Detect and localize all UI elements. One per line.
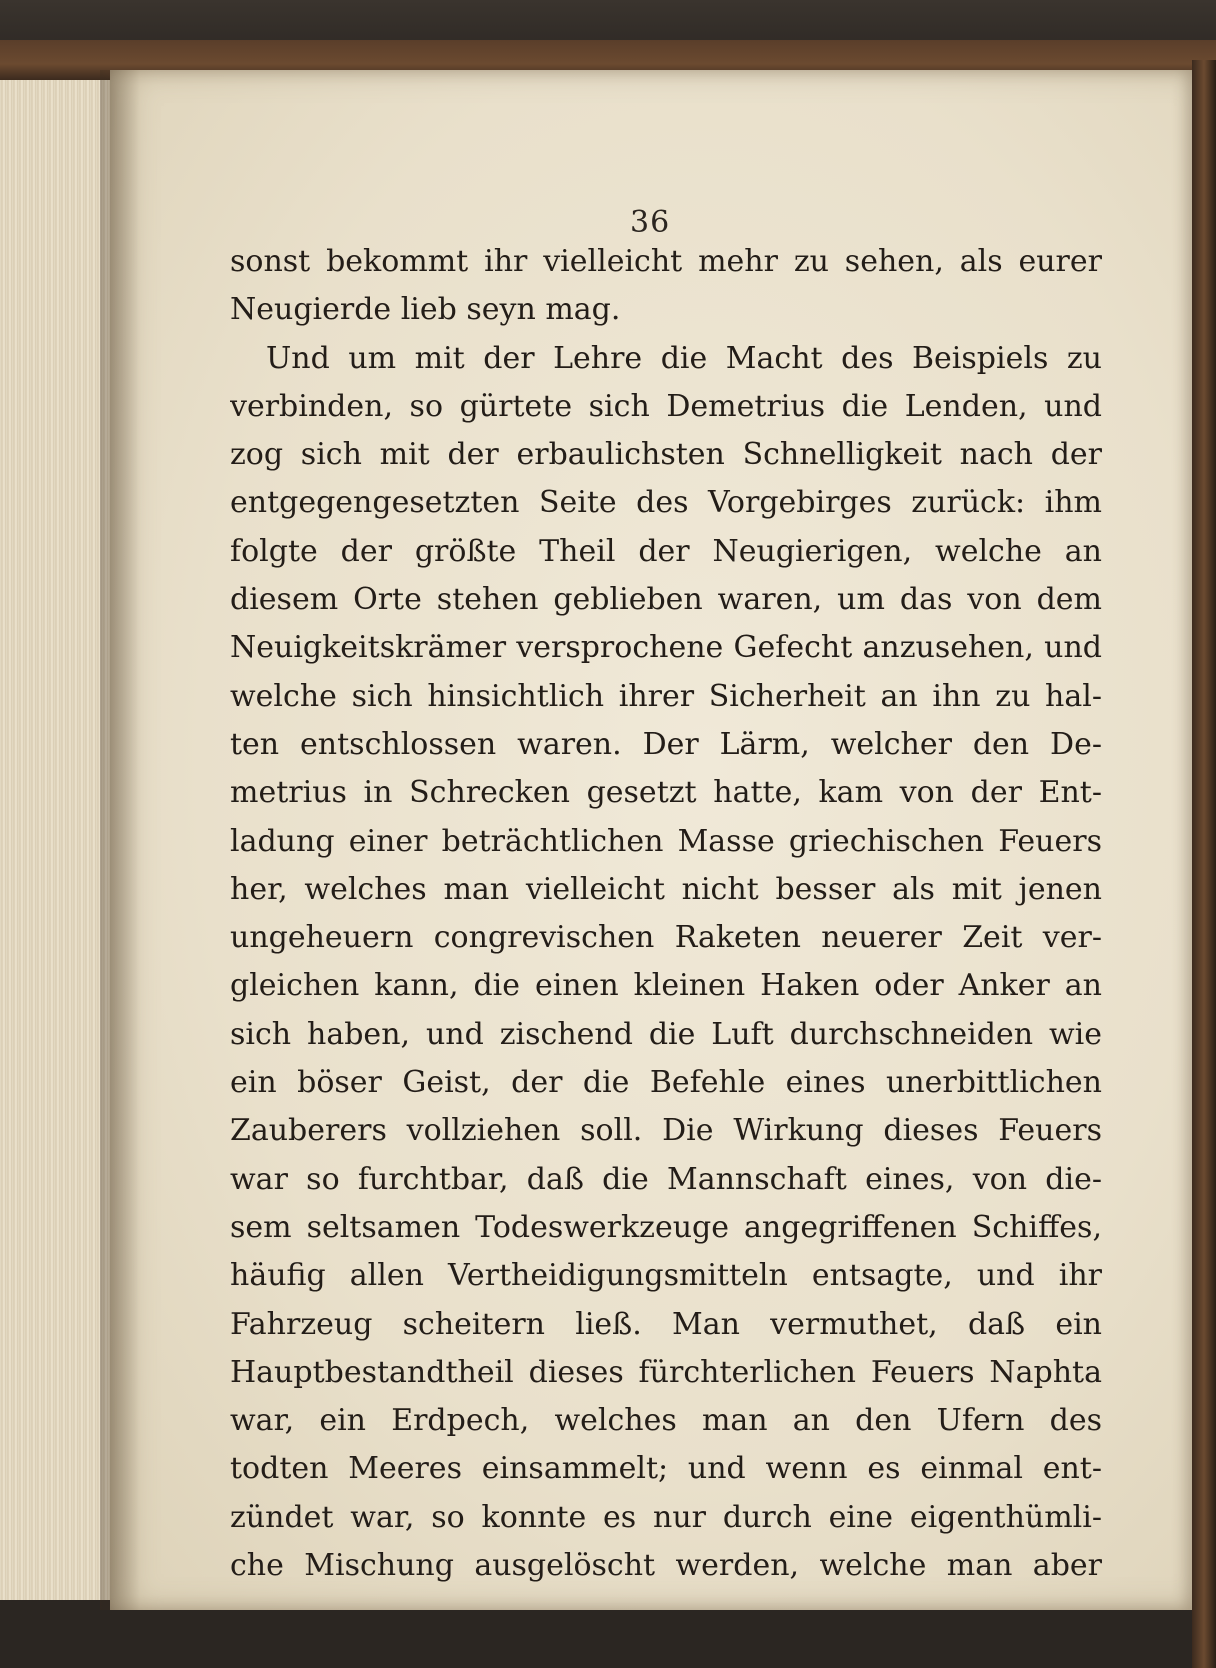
text-line: Zauberers vollziehen soll. Die Wirkung dieses Feuers	[230, 1113, 1102, 1149]
text-line: ein böser Geist, der die Befehle eines unerbittlichen	[230, 1065, 1102, 1101]
text-line: sonst bekommt ihr vielleicht mehr zu sehen, als eurer	[230, 244, 1102, 279]
text-line: gleichen kann, die einen kleinen Haken oder Anker an	[230, 968, 1102, 1004]
page-edges	[0, 80, 119, 1600]
text-line: sich haben, und zischend die Luft durchschneiden wie	[230, 1016, 1102, 1052]
text-line: war, ein Erdpech, welches man an den Ufern des	[230, 1403, 1102, 1439]
text-line: Neugierde lieb seyn mag.	[230, 292, 621, 328]
text-line: verbinden, so gürtete sich Demetrius die Lenden, und	[230, 388, 1102, 424]
text-line: war so furchtbar, daß die Mannschaft eines, von die-	[230, 1161, 1102, 1197]
text-line: diesem Orte stehen geblieben waren, um das von dem	[230, 582, 1102, 618]
text-line: metrius in Schrecken gesetzt hatte, kam von der Ent-	[230, 775, 1102, 811]
text-line: ungeheuern congrevischen Raketen neuerer Zeit ver-	[230, 920, 1102, 956]
body-text	[230, 238, 1102, 1590]
text-line: Und um mit der Lehre die Macht des Beispiels zu	[266, 340, 1102, 376]
book-cover-edge	[1192, 60, 1216, 1668]
text-line: che Mischung ausgelöscht werden, welche man aber	[230, 1548, 1102, 1584]
text-line: entgegengesetzten Seite des Vorgebirges zurück: ihm	[230, 485, 1102, 521]
text-line: zog sich mit der erbaulichsten Schnelligkeit nach der	[230, 437, 1102, 473]
text-line: ten entschlossen waren. Der Lärm, welcher den De-	[230, 726, 1102, 762]
text-line: folgte der größte Theil der Neugierigen, welche an	[230, 533, 1102, 569]
text-line: ladung einer beträchtlichen Masse griechischen Feuers	[230, 823, 1102, 859]
text-line: sem seltsamen Todeswerkzeuge angegriffenen Schiffes,	[230, 1209, 1102, 1245]
text-line: Hauptbestandtheil dieses fürchterlichen Feuers Naphta	[230, 1354, 1102, 1390]
text-line: her, welches man vielleicht nicht besser als mit jenen	[230, 871, 1102, 907]
text-line: welche sich hinsichtlich ihrer Sicherheit an ihn zu hal-	[230, 678, 1102, 714]
page-number: 36	[630, 205, 671, 240]
text-line: Fahrzeug scheitern ließ. Man vermuthet, daß ein	[230, 1306, 1102, 1342]
text-line: Neuigkeitskrämer versprochene Gefecht anzusehen, und	[230, 630, 1102, 666]
text-line: häufig allen Vertheidigungsmitteln entsagte, und ihr	[230, 1258, 1102, 1294]
text-line: todten Meeres einsammelt; und wenn es einmal ent-	[230, 1451, 1102, 1487]
text-line: zündet war, so konnte es nur durch eine eigenthümli-	[230, 1499, 1102, 1535]
